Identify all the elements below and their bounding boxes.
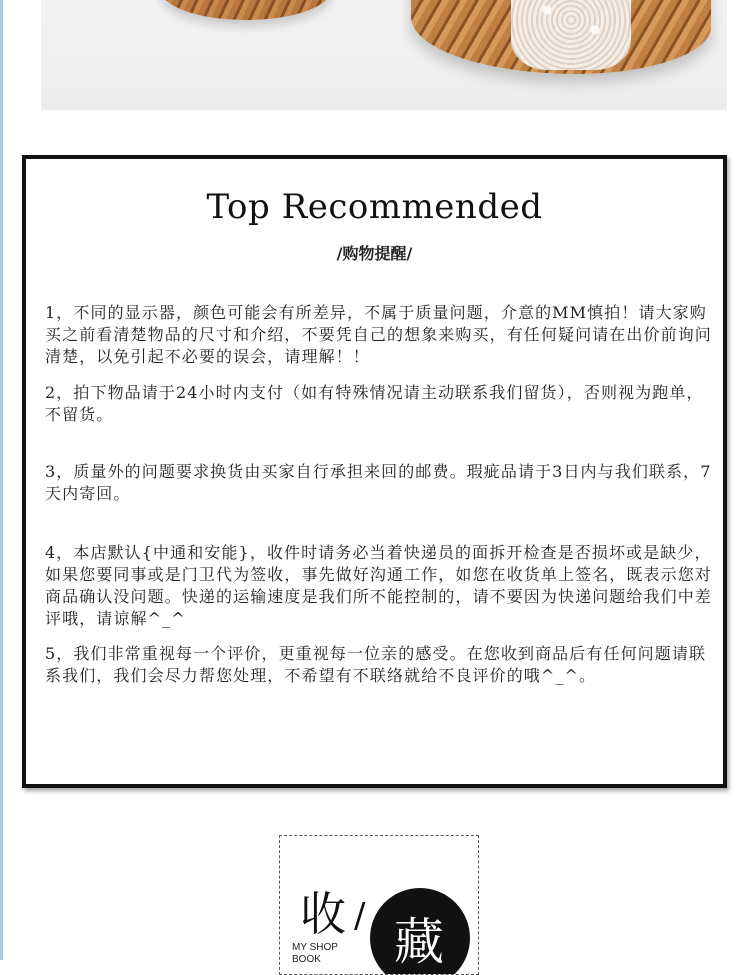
lace-trim	[511, 0, 631, 70]
shopping-notice-panel	[22, 155, 727, 788]
notice-item-4: 4，本店默认{中通和安能}，收件时请务必当着快递员的面拆开检查是否损坏或是缺少，如果您要同事或是门卫代为签收，事先做好沟通工作，如您在收货单上签名，既表示您对商品确认没问题。快递的运输速度是我们所不能控制的，请不要因为快递问题给我们中差评哦，请谅解^_^	[45, 543, 712, 628]
notice-item-1: 1，不同的显示器，颜色可能会有所差异，不属于质量问题，介意的MM慎拍！请大家购买之前看清楚物品的尺寸和介绍，不要凭自己的想象来购买，有任何疑问请在出价前询问清楚，以免引起不必要的误会，请理解！！	[45, 303, 712, 366]
product-photo	[41, 0, 727, 110]
favorite-slash: /	[354, 896, 366, 936]
notice-item-5: 5，我们非常重视每一个评价，更重视每一位亲的感受。在您收到商品后有任何问题请联系我们，我们会尽力帮您处理，不希望有不联络就给不良评价的哦^_^。	[45, 644, 707, 685]
favorite-shop-label	[292, 942, 338, 966]
favorite-shop-button[interactable]	[279, 835, 479, 975]
notice-item-3: 3，质量外的问题要求换货由买家自行承担来回的邮费。瑕疵品请于3日内与我们联系，7天内寄回。	[45, 462, 712, 503]
favorite-char-right: 藏	[394, 913, 444, 971]
favorite-shop-line1: MY SHOP	[292, 942, 338, 953]
left-border-line	[0, 0, 3, 960]
notice-item-2: 2，拍下物品请于24小时内支付（如有特殊情况请主动联系我们留货），否则视为跑单，不留货。	[45, 383, 704, 424]
favorite-char-left: 收	[300, 887, 346, 941]
notice-title: Top Recommended	[206, 187, 543, 227]
notice-subtitle: /购物提醒/	[336, 244, 413, 263]
wicker-basket-left	[161, 0, 331, 20]
favorite-shop-line2: BOOK	[292, 954, 321, 965]
